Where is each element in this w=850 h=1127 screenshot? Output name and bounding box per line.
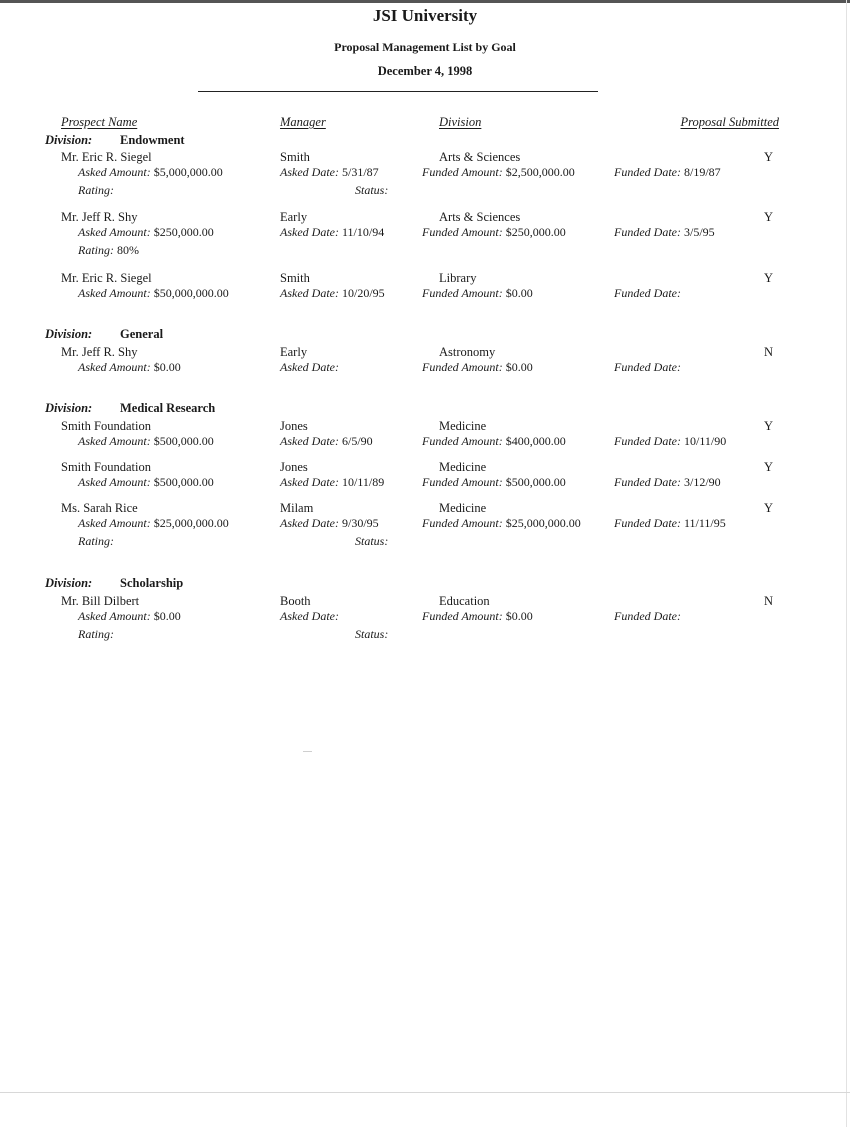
division-label: Division: (45, 327, 93, 341)
proposal-submitted-flag: Y (764, 210, 774, 224)
proposal-submitted-flag: Y (764, 271, 774, 285)
asked-date-value: 11/10/94 (341, 225, 385, 239)
funded-amount-value: $25,000,000.00 (505, 516, 581, 530)
asked-amount-value: $0.00 (153, 360, 181, 374)
rating-value: 80% (117, 243, 139, 257)
asked-amount-label: Asked Amount: (78, 475, 151, 489)
scan-speck (303, 751, 312, 752)
asked-date-label: Asked Date: (280, 286, 339, 300)
rating-label: Rating: (78, 534, 114, 548)
page-bottom-edge (0, 1092, 850, 1093)
funded-date-label: Funded Date: (614, 609, 681, 623)
funded-amount-value: $250,000.00 (505, 225, 566, 239)
prospect-name: Mr. Jeff R. Shy (61, 345, 138, 359)
rating-label: Rating: (78, 627, 114, 641)
asked-amount-label: Asked Amount: (78, 360, 151, 374)
asked-date-value: 6/5/90 (341, 434, 373, 448)
funded-date (614, 225, 715, 240)
division-value: Education (439, 594, 490, 608)
asked-date (280, 165, 379, 180)
funded-amount-label: Funded Amount: (422, 225, 503, 239)
manager-name: Early (280, 210, 308, 224)
funded-date-label: Funded Date: (614, 286, 681, 300)
division-label: Division: (45, 401, 93, 415)
funded-date-value: 3/5/95 (683, 225, 715, 239)
funded-date (614, 360, 681, 375)
division-name: Medical Research (120, 401, 216, 415)
status-label: Status: (355, 534, 389, 548)
division-value: Medicine (439, 419, 487, 433)
asked-date-label: Asked Date: (280, 475, 339, 489)
status-label: Status: (355, 627, 389, 641)
division-value: Arts & Sciences (439, 210, 521, 224)
proposal-record (0, 150, 850, 210)
funded-date (614, 609, 681, 624)
funded-date-label: Funded Date: (614, 516, 681, 530)
asked-date-label: Asked Date: (280, 360, 339, 374)
asked-amount (78, 360, 181, 375)
funded-amount-label: Funded Amount: (422, 360, 503, 374)
page-top-edge (0, 0, 850, 3)
status (355, 183, 388, 198)
manager-name: Milam (280, 501, 314, 515)
funded-amount-value: $0.00 (505, 609, 533, 623)
funded-amount-value: $2,500,000.00 (505, 165, 575, 179)
funded-date-value: 3/12/90 (683, 475, 721, 489)
report-date: December 4, 1998 (377, 64, 473, 78)
funded-date-label: Funded Date: (614, 165, 681, 179)
funded-amount (422, 516, 581, 531)
header-rule (198, 91, 598, 92)
prospect-name: Mr. Eric R. Siegel (61, 271, 152, 285)
asked-amount-label: Asked Amount: (78, 286, 151, 300)
funded-date-value: 11/11/95 (683, 516, 726, 530)
funded-date (614, 516, 726, 531)
funded-date-label: Funded Date: (614, 434, 681, 448)
manager-name: Smith (280, 271, 310, 285)
division-name: Scholarship (120, 576, 184, 590)
division-value: Medicine (439, 501, 487, 515)
funded-date-label: Funded Date: (614, 360, 681, 374)
asked-date-value: 10/20/95 (341, 286, 385, 300)
column-header-prospect: Prospect Name (61, 115, 138, 129)
report-title: JSI University (372, 6, 478, 25)
status (355, 627, 388, 642)
rating (78, 183, 114, 198)
asked-date (280, 516, 379, 531)
status (355, 534, 388, 549)
asked-date-label: Asked Date: (280, 609, 339, 623)
funded-amount (422, 286, 533, 301)
asked-amount-label: Asked Amount: (78, 609, 151, 623)
funded-date-value: 8/19/87 (683, 165, 721, 179)
asked-amount-label: Asked Amount: (78, 225, 151, 239)
proposal-record (0, 501, 850, 561)
asked-amount (78, 165, 223, 180)
asked-date (280, 475, 384, 490)
funded-amount (422, 225, 566, 240)
asked-date-label: Asked Date: (280, 165, 339, 179)
asked-date (280, 609, 339, 624)
proposal-submitted-flag: Y (764, 419, 774, 433)
prospect-name: Ms. Sarah Rice (61, 501, 138, 515)
proposal-record (0, 271, 850, 331)
manager-name: Booth (280, 594, 311, 608)
report-subtitle: Proposal Management List by Goal (334, 40, 516, 54)
asked-date-value: 10/11/89 (341, 475, 385, 489)
asked-date (280, 434, 373, 449)
funded-amount (422, 165, 575, 180)
funded-date (614, 475, 721, 490)
funded-date-label: Funded Date: (614, 225, 681, 239)
funded-date (614, 286, 681, 301)
rating (78, 534, 114, 549)
asked-date (280, 360, 339, 375)
division-label: Division: (45, 133, 93, 147)
asked-amount (78, 609, 181, 624)
funded-amount-label: Funded Amount: (422, 516, 503, 530)
prospect-name: Smith Foundation (61, 460, 151, 474)
asked-amount-value: $500,000.00 (153, 475, 214, 489)
prospect-name: Mr. Bill Dilbert (61, 594, 140, 608)
asked-amount-label: Asked Amount: (78, 434, 151, 448)
column-header-manager: Manager (280, 115, 326, 129)
funded-date (614, 165, 721, 180)
division-value: Medicine (439, 460, 487, 474)
funded-amount-label: Funded Amount: (422, 434, 503, 448)
asked-date-value: 9/30/95 (341, 516, 379, 530)
column-header-division: Division (439, 115, 482, 129)
asked-date (280, 225, 384, 240)
funded-amount (422, 434, 566, 449)
asked-amount (78, 225, 214, 240)
asked-amount (78, 475, 214, 490)
rating-label: Rating: (78, 243, 114, 257)
rating-label: Rating: (78, 183, 114, 197)
proposal-record (0, 345, 850, 405)
funded-amount (422, 609, 533, 624)
asked-date-value: 5/31/87 (341, 165, 379, 179)
funded-amount (422, 475, 566, 490)
funded-amount (422, 360, 533, 375)
funded-date (614, 434, 726, 449)
proposal-submitted-flag: Y (764, 150, 774, 164)
proposal-submitted-flag: Y (764, 460, 774, 474)
asked-amount (78, 516, 229, 531)
funded-amount-label: Funded Amount: (422, 286, 503, 300)
rating (78, 627, 114, 642)
manager-name: Jones (280, 419, 308, 433)
manager-name: Jones (280, 460, 308, 474)
asked-amount-label: Asked Amount: (78, 516, 151, 530)
division-name: General (120, 327, 164, 341)
asked-amount-value: $500,000.00 (153, 434, 214, 448)
funded-amount-value: $500,000.00 (505, 475, 566, 489)
division-name: Endowment (120, 133, 185, 147)
funded-amount-label: Funded Amount: (422, 165, 503, 179)
proposal-submitted-flag: N (764, 345, 774, 359)
asked-date-label: Asked Date: (280, 516, 339, 530)
asked-amount-value: $250,000.00 (153, 225, 214, 239)
funded-amount-label: Funded Amount: (422, 609, 503, 623)
rating (78, 243, 139, 258)
manager-name: Early (280, 345, 308, 359)
proposal-record (0, 210, 850, 270)
asked-date (280, 286, 385, 301)
proposal-submitted-flag: N (764, 594, 774, 608)
asked-amount-label: Asked Amount: (78, 165, 151, 179)
division-label: Division: (45, 576, 93, 590)
status-label: Status: (355, 183, 389, 197)
asked-date-label: Asked Date: (280, 225, 339, 239)
funded-amount-value: $400,000.00 (505, 434, 566, 448)
asked-amount-value: $50,000,000.00 (153, 286, 229, 300)
asked-date-label: Asked Date: (280, 434, 339, 448)
division-value: Astronomy (439, 345, 496, 359)
proposal-submitted-flag: Y (764, 501, 774, 515)
funded-amount-value: $0.00 (505, 360, 533, 374)
column-header-proposal-submitted: Proposal Submitted (680, 115, 779, 129)
funded-date-value: 10/11/90 (683, 434, 727, 448)
asked-amount-value: $0.00 (153, 609, 181, 623)
asked-amount-value: $25,000,000.00 (153, 516, 229, 530)
division-value: Library (439, 271, 477, 285)
prospect-name: Mr. Jeff R. Shy (61, 210, 138, 224)
funded-amount-label: Funded Amount: (422, 475, 503, 489)
prospect-name: Smith Foundation (61, 419, 151, 433)
funded-date-label: Funded Date: (614, 475, 681, 489)
proposal-record (0, 594, 850, 654)
asked-amount (78, 434, 214, 449)
division-value: Arts & Sciences (439, 150, 521, 164)
asked-amount (78, 286, 229, 301)
asked-amount-value: $5,000,000.00 (153, 165, 223, 179)
manager-name: Smith (280, 150, 310, 164)
prospect-name: Mr. Eric R. Siegel (61, 150, 152, 164)
funded-amount-value: $0.00 (505, 286, 533, 300)
